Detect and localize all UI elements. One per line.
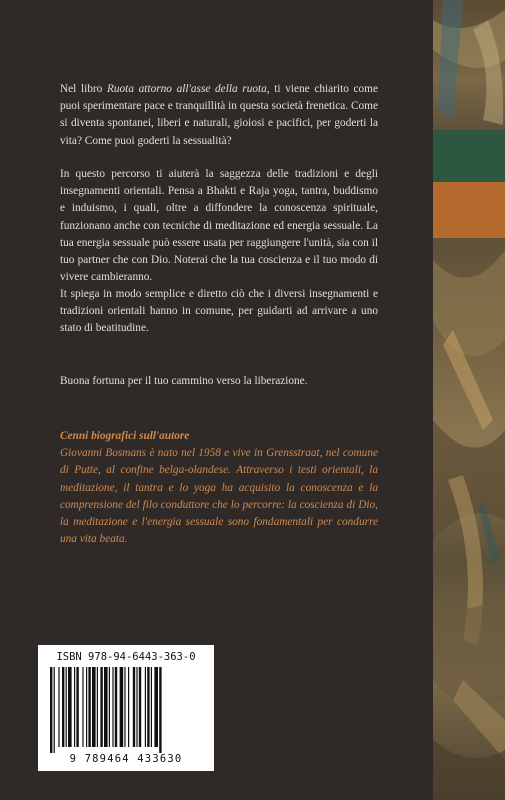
blurb-paragraph-3 (60, 286, 378, 338)
barcode-bar (128, 667, 129, 747)
barcode-bar (109, 667, 110, 747)
barcode-bar (154, 667, 158, 747)
barcode-bar (100, 667, 102, 747)
barcode-bar (115, 667, 117, 747)
barcode-bar (54, 667, 55, 753)
barcode-bar (62, 667, 64, 747)
abstract-painting-image (433, 0, 505, 800)
green-color-band (433, 130, 505, 182)
isbn-barcode (38, 645, 214, 771)
barcode-bar (112, 667, 113, 747)
book-title: Ruota attorno all'asse della ruota (106, 83, 267, 95)
isbn-label: ISBN 978-94-6443-363-0 (56, 651, 196, 663)
blurb-p1-rest: , ti viene chiarito come puoi sperimentare pace e tranquillità in questa società frenetica. Come si diventa spontanei, liberi e naturali, gioiosi e pacifici, per goderti la vita? Come puoi goderti la sessualità? (60, 83, 378, 147)
blurb-p4-text: Buona fortuna per il tuo cammino verso la liberazione. (60, 375, 308, 387)
barcode-bars (48, 667, 204, 753)
barcode-bar (86, 667, 87, 747)
barcode-bar (68, 667, 72, 747)
barcode-bar (58, 667, 59, 747)
barcode-bar (151, 667, 152, 747)
ean-digits: 9 789464 433630 (69, 753, 183, 765)
bio-heading: Cenni biografici sull'autore (60, 430, 190, 442)
barcode-bar (74, 667, 75, 747)
bio-text: Giovanni Bosmans è nato nel 1958 e vive in Grensstraat, nel comune di Putte, al confine belga-olandese. Attraverso i testi orientali, la meditazione, il tantra e lo yoga ha acquisito la conoscenza e la comprensione del filo conduttore che lo percorre: la coscienza di Dio, la meditazione e l'energia sessuale sono fondamentali per condurre una vita beata. (60, 447, 378, 546)
orange-color-band (433, 182, 505, 238)
barcode-bar (88, 667, 90, 747)
barcode-bar (66, 667, 67, 747)
barcode-bar (147, 667, 149, 747)
blurb-paragraph-2 (60, 166, 378, 286)
blurb-p3-text: It spiega in modo semplice e diretto ciò che i diversi insegnamenti e tradizioni orientali hanno in comune, per guidarti ad arrivare a uno stato di beatitudine. (60, 288, 378, 335)
barcode-bar (92, 667, 96, 747)
barcode-bar (145, 667, 146, 747)
artwork-strip (433, 0, 505, 800)
barcode-bar (139, 667, 141, 747)
barcode-bar (133, 667, 135, 747)
blurb-p2-text: In questo percorso ti aiuterà la saggezza delle tradizioni e degli insegnamenti orientali. Pensa a Bhakti e Raja yoga, tantra, buddismo e induismo, i quali, oltre a diffondere la conoscenza spirituale, funzionano anche con tecniche di meditazione ed energia sessuale. La tua energia sessuale può essere usata per raggiungere l'unità, sia con il tuo partner che con Dio. Noterai che la tua coscienza e il tuo modo di vivere cambieranno. (60, 168, 378, 284)
barcode-bar (159, 667, 161, 753)
blurb-paragraph-4 (60, 373, 378, 390)
barcode-bar (124, 667, 125, 747)
barcode-bar (136, 667, 137, 747)
barcode-bar (76, 667, 78, 747)
author-bio (60, 428, 378, 548)
barcode-bar (104, 667, 108, 747)
blurb-paragraph-1 (60, 81, 378, 150)
barcode-bar (97, 667, 98, 747)
barcode-bar (82, 667, 83, 747)
blurb-p1-intro: Nel libro (60, 83, 107, 95)
barcode-bar (120, 667, 124, 747)
barcode-bar (50, 667, 52, 753)
